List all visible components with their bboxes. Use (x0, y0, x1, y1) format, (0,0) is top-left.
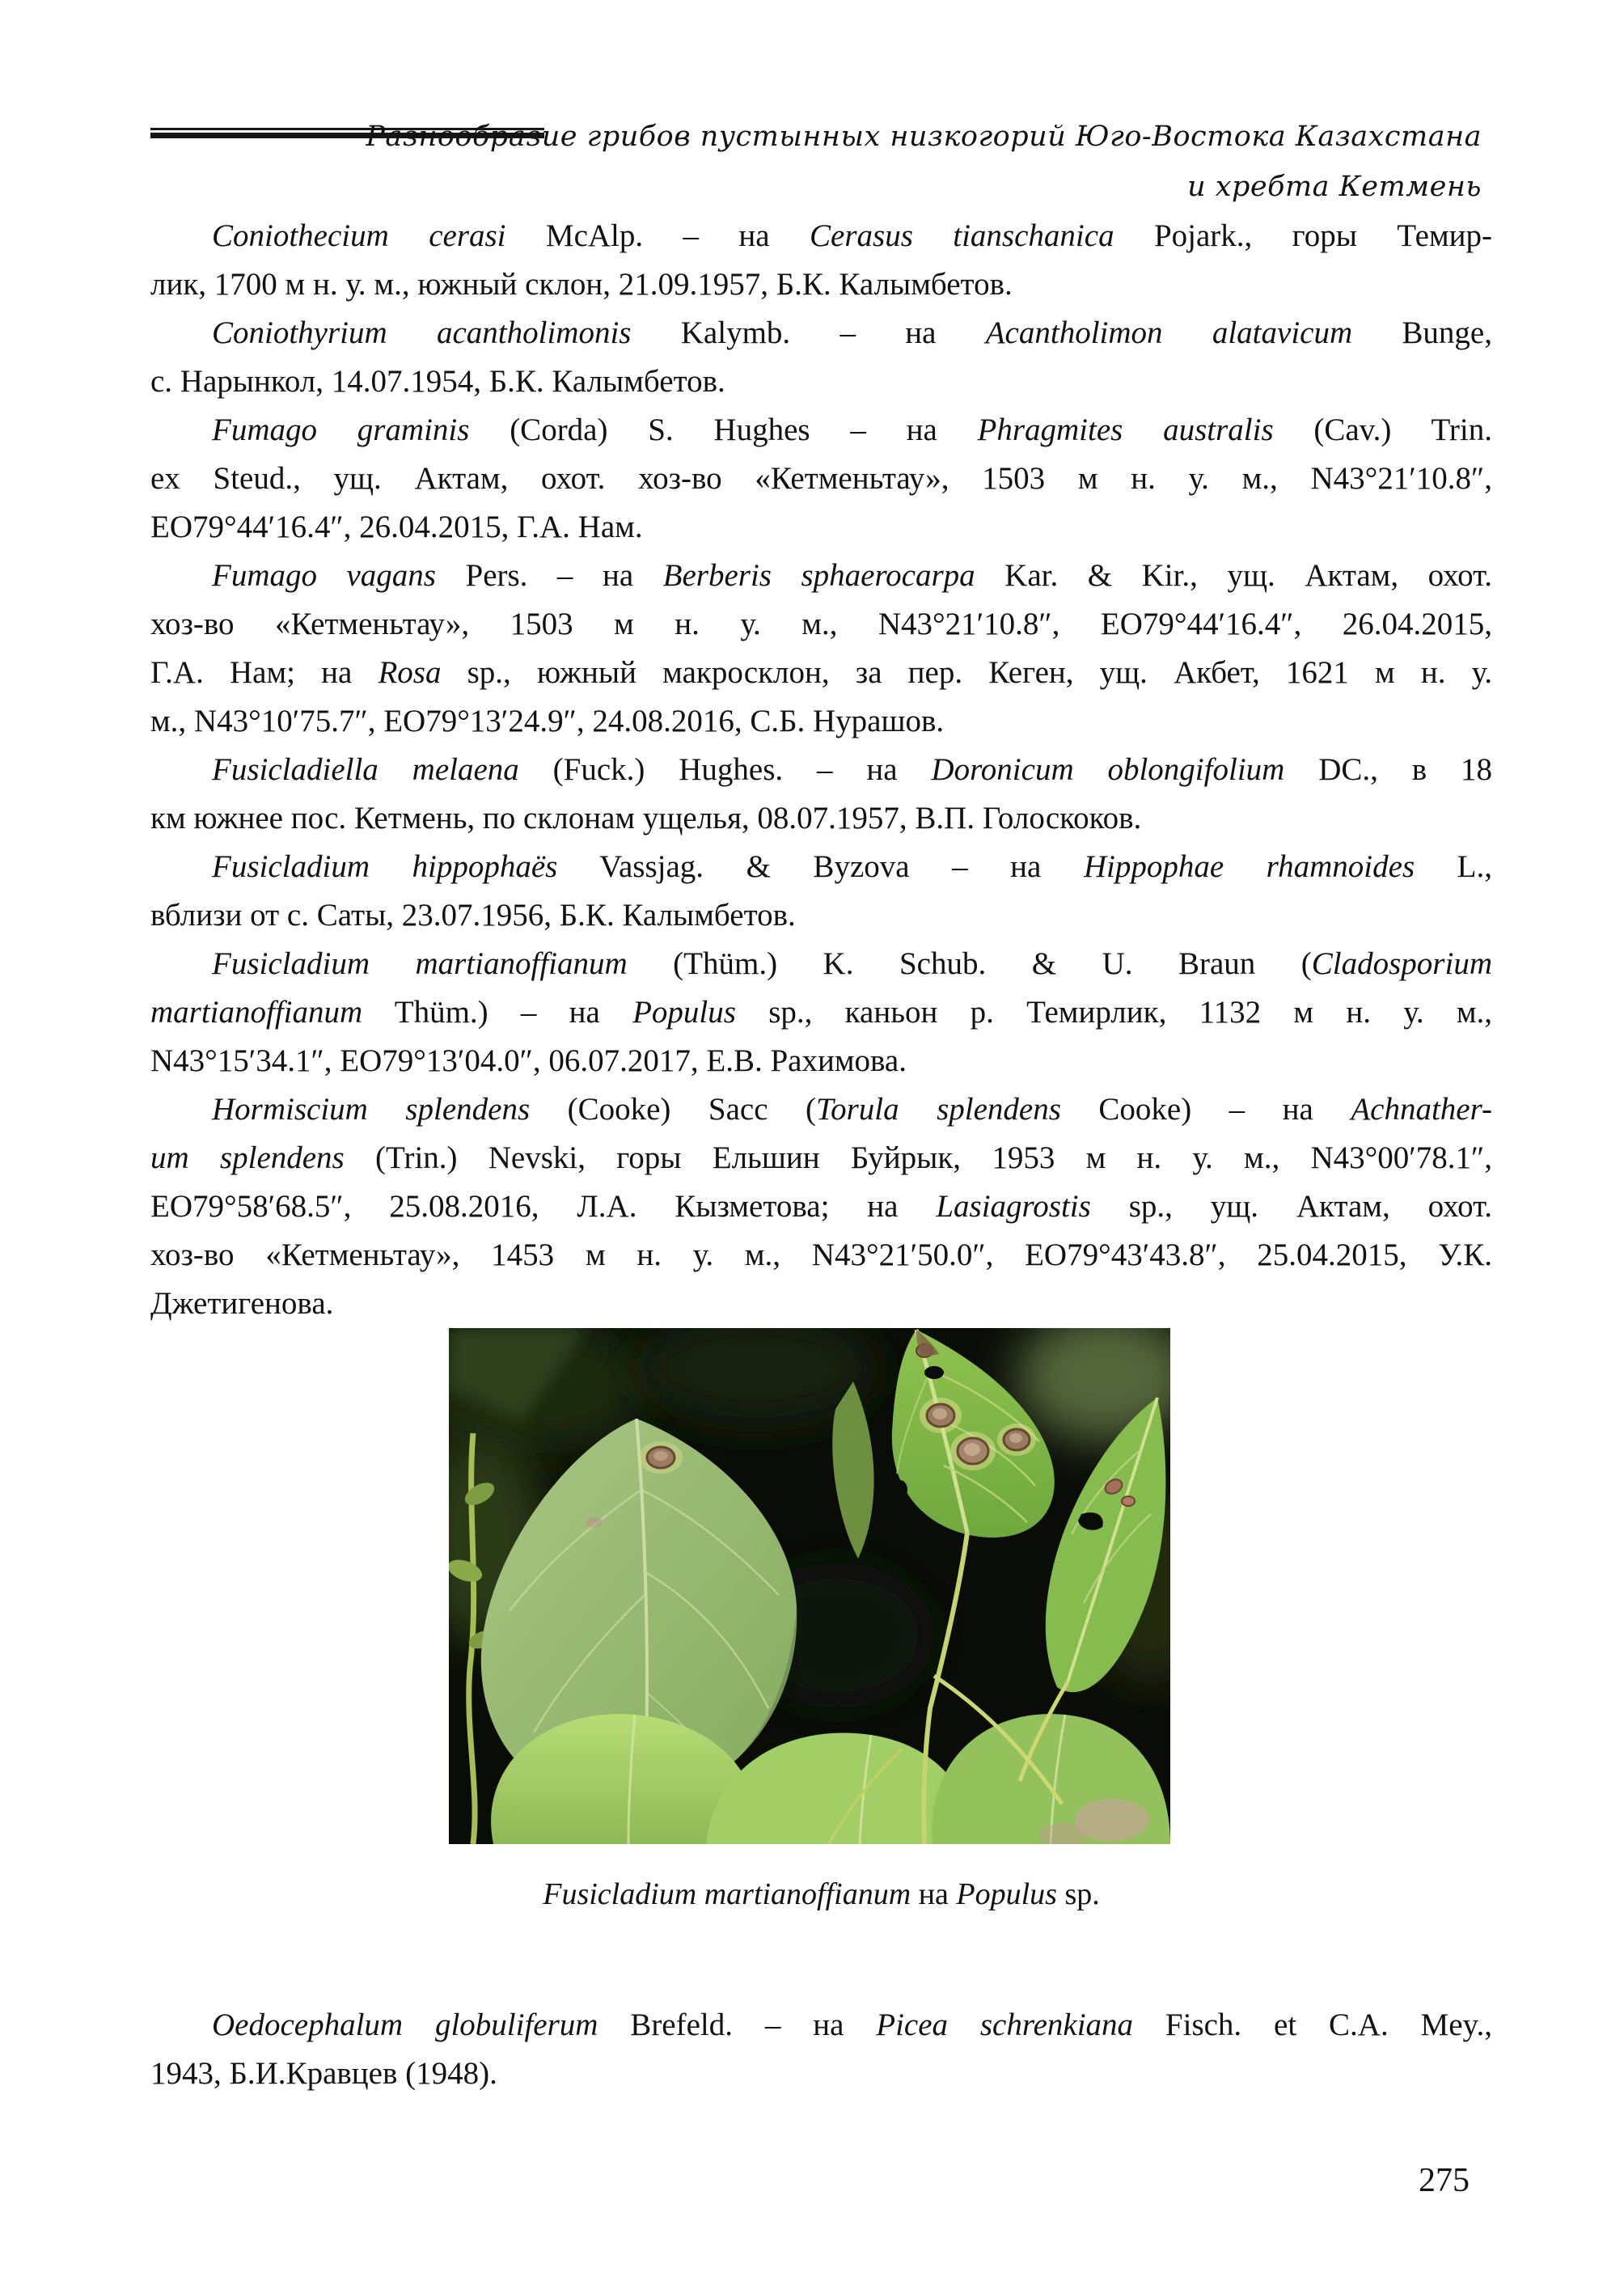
text-line (150, 552, 1492, 600)
text-run: Джетигенова. (150, 1286, 334, 1321)
text-run: лик, 1700 м н. у. м., южный склон, 21.09.1957, Б.К. Калымбетов. (150, 267, 1013, 302)
text-line (150, 455, 1492, 503)
latin-name-italic: Fusicladiella melaena (212, 752, 519, 787)
latin-name-italic: Acantholimon alatavicum (985, 315, 1353, 350)
text-run: Vassjag. & Byzova – на (557, 849, 1084, 884)
text-line (150, 212, 1492, 260)
latin-name-italic: Cladosporium (1311, 946, 1492, 981)
text-run: (Corda) S. Hughes – на (469, 412, 978, 447)
latin-name-italic: Berberis sphaerocarpa (662, 558, 975, 593)
text-line (150, 2050, 1492, 2098)
species-entry (150, 2001, 1492, 2098)
populus-leaves-photo (449, 1328, 1170, 1844)
text-run: DC., в 18 (1284, 752, 1493, 787)
species-entry (150, 552, 1492, 746)
latin-name-italic: Coniothyrium acantholimonis (212, 315, 632, 350)
latin-name-italic: Fusicladium hippophaës (212, 849, 558, 884)
latin-name-italic: Hippophae rhamnoides (1083, 849, 1415, 884)
species-entries-before-figure (150, 212, 1492, 1328)
text-line (150, 1134, 1492, 1182)
species-entry (150, 1085, 1492, 1328)
latin-name-italic: Picea schrenkiana (876, 2007, 1134, 2042)
latin-name-italic: Rosa (378, 655, 442, 690)
latin-name-italic: Hormiscium splendens (212, 1092, 531, 1127)
latin-name-italic: Oedocephalum globuliferum (212, 2007, 598, 2042)
text-run: Brefeld. – на (598, 2007, 877, 2042)
text-run: sp., южный макросклон, за пер. Кеген, ущ. Акбет, 1621 м н. у. (441, 655, 1492, 690)
text-run: км южнее пос. Кетмень, по склонам ущелья, 08.07.1957, В.П. Голоскоков. (150, 801, 1142, 836)
text-line (150, 503, 1492, 552)
text-run: (Fuck.) Hughes. – на (518, 752, 932, 787)
text-line (150, 600, 1492, 649)
text-run: м., N43°10′75.7″, EO79°13′24.9″, 24.08.2016, С.Б. Нурашов. (150, 704, 945, 738)
text-line (150, 794, 1492, 843)
text-line (150, 1085, 1492, 1134)
text-run: (Cooke) Sacc ( (530, 1092, 816, 1127)
text-line (150, 2001, 1492, 2050)
text-line (150, 940, 1492, 988)
text-run: (Trin.) Nevski, горы Ельшин Буйрык, 1953 м н. у. м., N43°00′78.1″, (344, 1140, 1492, 1175)
text-run: Г.А. Нам; на (150, 655, 379, 690)
latin-name-italic: Populus (956, 1877, 1057, 1911)
text-run: sp., ущ. Актам, охот. (1090, 1189, 1492, 1224)
text-run: хоз-во «Кетменьтау», 1503 м н. у. м., N43°21′10.8″, EO79°44′16.4″, 26.04.2015, (150, 607, 1492, 641)
text-run: L., (1415, 849, 1492, 884)
latin-name-italic: Coniothecium cerasi (212, 218, 506, 253)
running-head-line-2: и хребта Кетмень (1187, 171, 1482, 203)
text-run: Pojark., горы Темир- (1114, 218, 1492, 253)
text-line (150, 357, 1492, 406)
page-number: 275 (1419, 2162, 1470, 2199)
latin-name-italic: Doronicum oblongifolium (931, 752, 1285, 787)
text-run: sp. (1056, 1877, 1100, 1911)
text-line (150, 1037, 1492, 1085)
text-run: Fisch. et C.A. Mey., (1133, 2007, 1493, 2042)
text-run: McAlp. – на (505, 218, 810, 253)
text-line (150, 746, 1492, 794)
running-head-line-1: Разнообразие грибов пустынных низкогорий Юго-Востока Казахстана (366, 121, 1482, 153)
text-run: Bunge, (1352, 315, 1492, 350)
text-run: Kar. & Kir., ущ. Актам, охот. (975, 558, 1492, 593)
latin-name-italic: Lasiagrostis (936, 1189, 1091, 1224)
running-head (349, 112, 1482, 212)
figure-caption (150, 1870, 1492, 1919)
latin-name-italic: Populus (632, 995, 736, 1030)
text-run: (Cav.) Trin. (1273, 412, 1492, 447)
latin-name-italic: martianoffianum (150, 995, 363, 1030)
species-entry (150, 406, 1492, 552)
text-line (150, 1231, 1492, 1280)
text-run: (Thüm.) K. Schub. & U. Braun ( (627, 946, 1312, 981)
text-run: ex Steud., ущ. Актам, охот. хоз-во «Кетменьтау», 1503 м н. у. м., N43°21′10.8″, (150, 461, 1492, 496)
species-entry (150, 746, 1492, 843)
text-run: Thüm.) – на (362, 995, 633, 1030)
text-run: хоз-во «Кетменьтау», 1453 м н. у. м., N43°21′50.0″, EO79°43′43.8″, 25.04.2015, У.К. (150, 1237, 1492, 1272)
latin-name-italic: um splendens (150, 1140, 345, 1175)
species-entry (150, 940, 1492, 1085)
latin-name-italic: Fumago vagans (212, 558, 436, 593)
species-entry (150, 843, 1492, 940)
latin-name-italic: Achnather- (1351, 1092, 1492, 1127)
text-run: Cooke) – на (1060, 1092, 1351, 1127)
text-line (150, 309, 1492, 357)
text-line (150, 406, 1492, 455)
text-run: N43°15′34.1″, EO79°13′04.0″, 06.07.2017, Е.В. Рахимова. (150, 1043, 907, 1078)
bottom-leaves (491, 1714, 1170, 1844)
text-line (150, 697, 1492, 746)
text-line (150, 1182, 1492, 1231)
text-line (150, 891, 1492, 940)
text-run: с. Нарынкол, 14.07.1954, Б.К. Калымбетов. (150, 364, 725, 399)
latin-name-italic: Fusicladium martianoffianum (212, 946, 628, 981)
text-run: Kalymb. – на (631, 315, 986, 350)
species-entry (150, 309, 1492, 406)
species-entry (150, 212, 1492, 309)
text-line (150, 649, 1492, 697)
latin-name-italic: Cerasus tianschanica (810, 218, 1114, 253)
text-run: Pers. – на (436, 558, 663, 593)
text-line (150, 260, 1492, 309)
latin-name-italic: Torula splendens (815, 1092, 1061, 1127)
text-run: EO79°58′68.5″, 25.08.2016, Л.А. Кызметова; на (150, 1189, 937, 1224)
latin-name-italic: Fusicladium martianoffianum (543, 1877, 911, 1911)
text-line (150, 843, 1492, 891)
figure-photo (449, 1328, 1170, 1844)
text-run: вблизи от с. Саты, 23.07.1956, Б.К. Калымбетов. (150, 898, 796, 933)
text-run: на (911, 1877, 957, 1911)
latin-name-italic: Phragmites australis (977, 412, 1274, 447)
text-line (150, 1280, 1492, 1328)
text-run: 1943, Б.И.Кравцев (1948). (150, 2056, 497, 2091)
text-line (150, 988, 1492, 1037)
species-entries-after-figure (150, 2001, 1492, 2098)
text-run: sp., каньон р. Темирлик, 1132 м н. у. м., (735, 995, 1493, 1030)
text-run: EO79°44′16.4″, 26.04.2015, Г.А. Нам. (150, 510, 643, 544)
latin-name-italic: Fumago graminis (212, 412, 470, 447)
